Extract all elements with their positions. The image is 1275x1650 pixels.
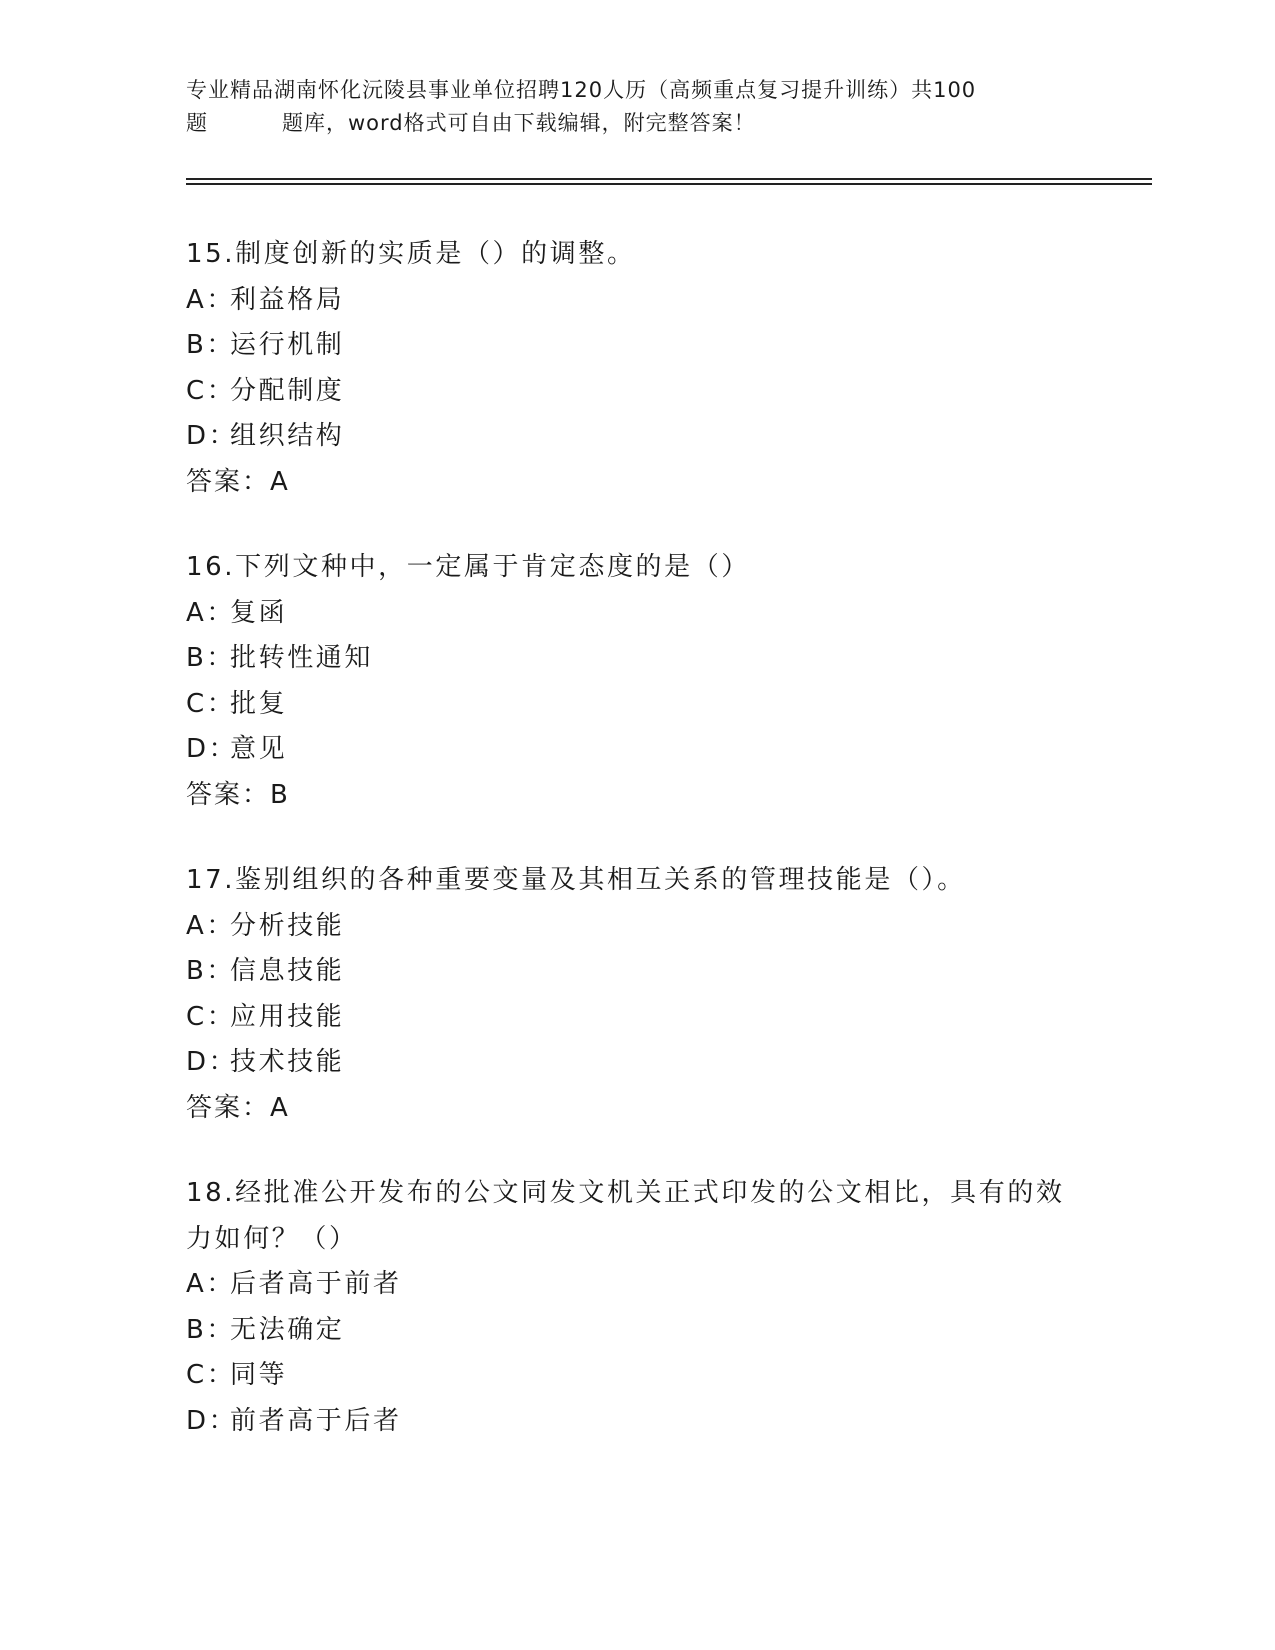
option-key: D： — [186, 734, 238, 764]
document-header — [186, 74, 1086, 140]
question-18 — [186, 1171, 1086, 1444]
option-b — [186, 1308, 1086, 1354]
header-line2-start: 题 — [186, 111, 208, 135]
header-line2-rest: 题库，word格式可自由下载编辑，附完整答案！ — [282, 111, 756, 135]
question-17 — [186, 858, 1086, 1131]
answer-line: 答案：A — [186, 466, 290, 497]
option-text: 应用技能 — [230, 1001, 345, 1032]
option-key: B： — [186, 956, 236, 986]
option-b — [186, 323, 1086, 369]
option-text: 前者高于后者 — [230, 1405, 402, 1436]
option-d — [186, 727, 1086, 773]
option-text: 意见 — [230, 734, 288, 764]
header-divider-top — [186, 178, 1152, 180]
option-text: 复函 — [230, 597, 288, 628]
option-text: 后者高于前者 — [230, 1269, 402, 1299]
option-text: 利益格局 — [230, 284, 345, 315]
option-key: A： — [186, 597, 235, 628]
option-key: B： — [186, 1314, 236, 1345]
option-key: D： — [186, 1047, 238, 1077]
option-a — [186, 904, 1086, 950]
option-key: D： — [186, 1405, 238, 1436]
option-key: A： — [186, 284, 235, 315]
header-divider-bottom — [186, 183, 1152, 185]
question-stem: 16.下列文种中，一定属于肯定态度的是（） — [186, 552, 750, 582]
option-a — [186, 591, 1086, 637]
option-d — [186, 1040, 1086, 1086]
option-key: C： — [186, 375, 236, 406]
option-key: B： — [186, 643, 236, 673]
option-text: 信息技能 — [230, 956, 345, 986]
option-text: 技术技能 — [230, 1047, 345, 1077]
option-a — [186, 1262, 1086, 1308]
option-text: 批复 — [230, 688, 288, 719]
option-text: 分析技能 — [230, 910, 345, 941]
question-16 — [186, 545, 1086, 818]
option-text: 批转性通知 — [230, 643, 374, 673]
option-key: C： — [186, 688, 236, 719]
question-stem-line2: 力如何？（） — [186, 1223, 358, 1254]
option-a — [186, 278, 1086, 324]
option-b — [186, 949, 1086, 995]
option-d — [186, 414, 1086, 460]
option-b — [186, 636, 1086, 682]
option-c — [186, 682, 1086, 728]
option-text: 分配制度 — [230, 375, 345, 406]
option-text: 同等 — [230, 1360, 288, 1390]
option-key: B： — [186, 330, 236, 360]
option-key: A： — [186, 1269, 235, 1299]
option-key: A： — [186, 910, 235, 941]
option-c — [186, 369, 1086, 415]
answer-line: 答案：A — [186, 1092, 290, 1123]
option-key: C： — [186, 1001, 236, 1032]
header-title-line1: 专业精品湖南怀化沅陵县事业单位招聘120人历（高频重点复习提升训练）共100 — [186, 78, 977, 102]
option-key: D： — [186, 421, 238, 451]
option-text: 运行机制 — [230, 330, 345, 360]
header-title-line2 — [186, 107, 1086, 140]
option-text: 无法确定 — [230, 1314, 345, 1345]
option-d — [186, 1399, 1086, 1445]
option-key: C： — [186, 1360, 236, 1390]
question-list — [186, 232, 1086, 1484]
question-stem: 17.鉴别组织的各种重要变量及其相互关系的管理技能是（）。 — [186, 865, 966, 895]
question-stem: 15.制度创新的实质是（）的调整。 — [186, 239, 636, 269]
option-c — [186, 995, 1086, 1041]
answer-line: 答案：B — [186, 779, 290, 810]
question-15 — [186, 232, 1086, 505]
question-stem-line1: 18.经批准公开发布的公文同发文机关正式印发的公文相比，具有的效 — [186, 1178, 1065, 1208]
option-text: 组织结构 — [230, 421, 345, 451]
option-c — [186, 1353, 1086, 1399]
